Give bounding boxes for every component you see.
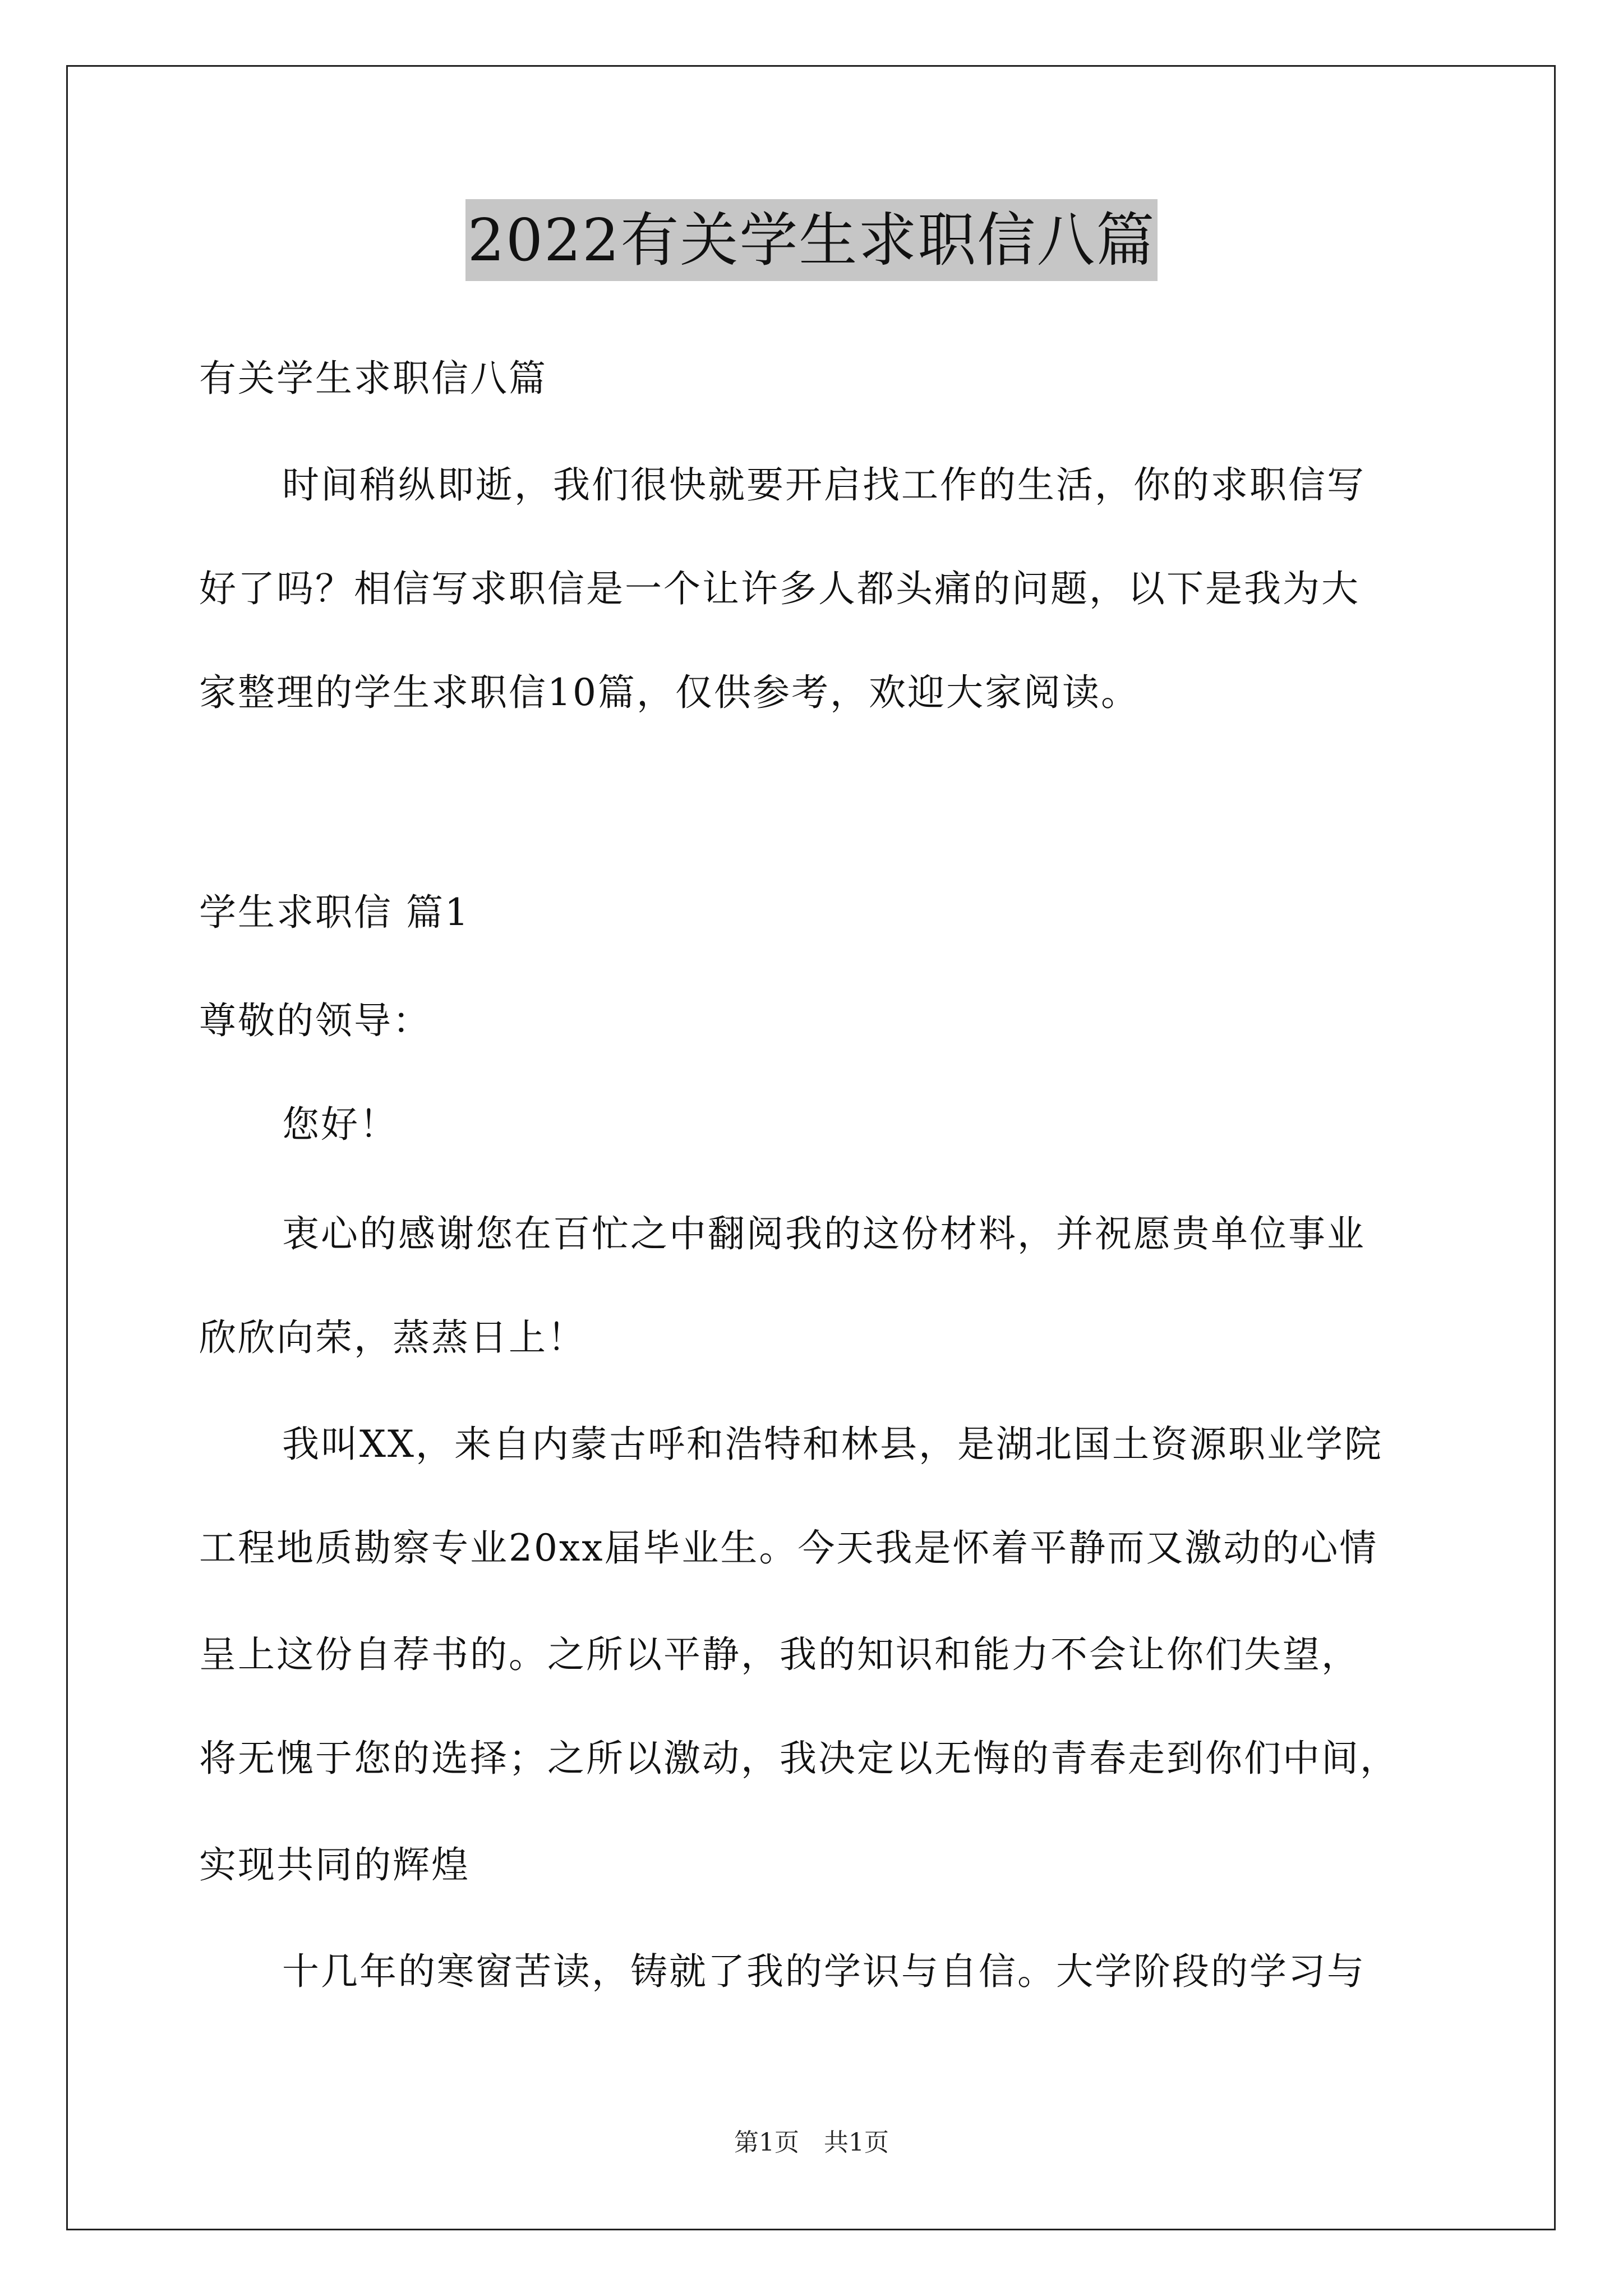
document-subtitle: 有关学生求职信八篇	[199, 357, 547, 400]
intro-line-1: 时间稍纵即逝，我们很快就要开启找工作的生活，你的求职信写	[282, 463, 1366, 507]
body-line-2: 欣欣向荣，蒸蒸日上！	[199, 1316, 586, 1359]
document-title: 2022有关学生求职信八篇	[465, 199, 1158, 281]
body-line-1: 衷心的感谢您在百忙之中翻阅我的这份材料，并祝愿贵单位事业	[282, 1212, 1366, 1255]
body-line-6: 将无愧于您的选择；之所以激动，我决定以无悔的青春走到你们中间，	[199, 1737, 1399, 1780]
page-footer: 第1页 共1页	[734, 2128, 889, 2157]
body-line-4: 工程地质勘察专业20xx届毕业生。今天我是怀着平静而又激动的心情	[199, 1526, 1378, 1570]
intro-line-3: 家整理的学生求职信10篇，仅供参考，欢迎大家阅读。	[199, 671, 1140, 714]
body-line-8: 十几年的寒窗苦读，铸就了我的学识与自信。大学阶段的学习与	[282, 1950, 1366, 1993]
salutation: 尊敬的领导：	[199, 999, 431, 1042]
intro-line-2: 好了吗？相信写求职信是一个让许多人都头痛的问题，以下是我为大	[199, 567, 1360, 610]
greeting: 您好！	[282, 1103, 398, 1146]
section-heading: 学生求职信 篇1	[199, 891, 470, 934]
body-line-7: 实现共同的辉煌	[199, 1843, 470, 1887]
title-container	[0, 199, 1623, 281]
body-line-3: 我叫XX，来自内蒙古呼和浩特和林县，是湖北国土资源职业学院	[282, 1423, 1383, 1466]
body-line-5: 呈上这份自荐书的。之所以平静，我的知识和能力不会让你们失望，	[199, 1633, 1360, 1676]
